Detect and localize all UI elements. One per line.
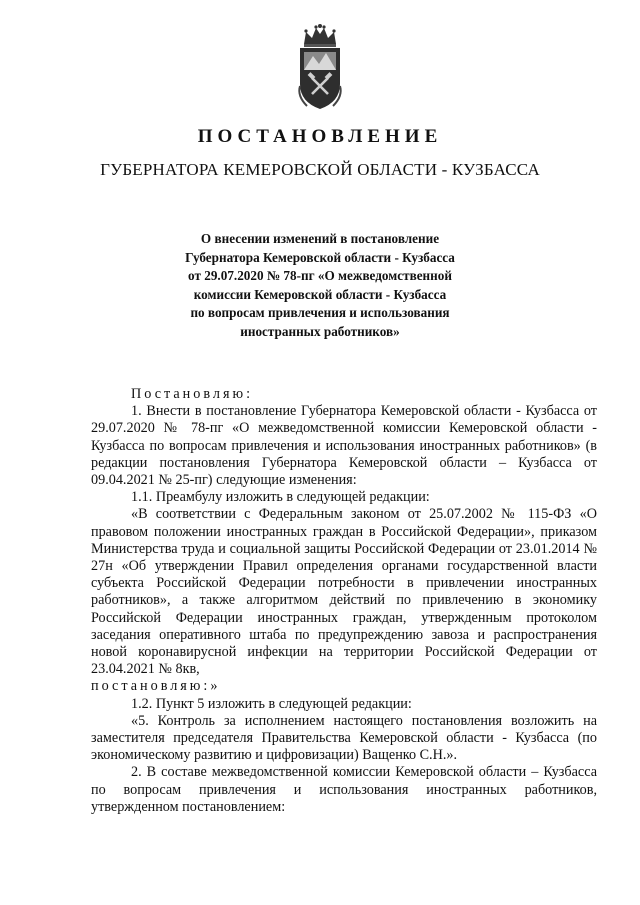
paragraph-1-2: 1.2. Пункт 5 изложить в следующей редакции: — [131, 695, 412, 712]
paragraph-1: 1. Внести в постановление Губернатора Кемеровской области - Кузбасса от 29.07.2020 № 78-пг «О межведомственной комиссии Кемеровской области - Кузбасса по вопросам привлечения и использования иностранных работников» (в редакции постановления Губернатора Кемеровской области – Кузбасса от 09.04.2021 № 25-пг) следующие изменения: — [91, 403, 597, 489]
heading-line: по вопросам привлечения и использования — [190, 305, 450, 320]
heading-line: иностранных работников» — [240, 323, 400, 339]
paragraph-5-text: «5. Контроль за исполнением настоящего постановления возложить на заместителя председателя Правительства Кемеровской области - Кузбасса (по экономическому развитию и цифровизации) Ващенко С.Н.». — [91, 712, 597, 764]
preamble-quote-end: постановляю:» — [91, 678, 221, 695]
heading-line: от 29.07.2020 № 78-пг «О межведомственной — [188, 268, 452, 283]
document-heading — [150, 230, 490, 341]
issuer-subtitle: ГУБЕРНАТОРА КЕМЕРОВСКОЙ ОБЛАСТИ - КУЗБАССА — [100, 160, 540, 179]
document-type-title: ПОСТАНОВЛЕНИЕ — [197, 126, 443, 147]
heading-line: Губернатора Кемеровской области - Кузбасса — [185, 249, 455, 265]
paragraph-1-1: 1.1. Преамбулу изложить в следующей редакции: — [131, 489, 430, 506]
document-body — [91, 386, 597, 816]
heading-line: О внесении изменений в постановление — [200, 231, 440, 246]
decree-word: Постановляю: — [131, 386, 254, 402]
coat-of-arms-emblem — [295, 22, 345, 112]
paragraph-2: 2. В составе межведомственной комиссии Кемеровской области – Кузбасса по вопросам привлечения и использования иностранных работников, утвержденном постановлением: — [91, 764, 597, 815]
preamble-quote: «В соответствии с Федеральным законом от 25.07.2002 № 115-ФЗ «О правовом положении иностранных граждан в Российской Федерации», приказом Министерства труда и социальной защиты Российской Федерации от 23.01.2014 № 27н «Об утверждении Правил определения органами государственной власти субъекта Российской Федерации потребности в привлечении иностранных работников», а также алгоритмом действий по привлечению в экономику Российской Федерации иностранных граждан, утвержденным протоколом заседания оперативного штаба по предупреждению завоза и распространения новой коронавирусной инфекции на территории Российской Федерации от 23.04.2021 № 8кв, — [91, 506, 597, 678]
heading-line: комиссии Кемеровской области - Кузбасса — [193, 286, 447, 302]
